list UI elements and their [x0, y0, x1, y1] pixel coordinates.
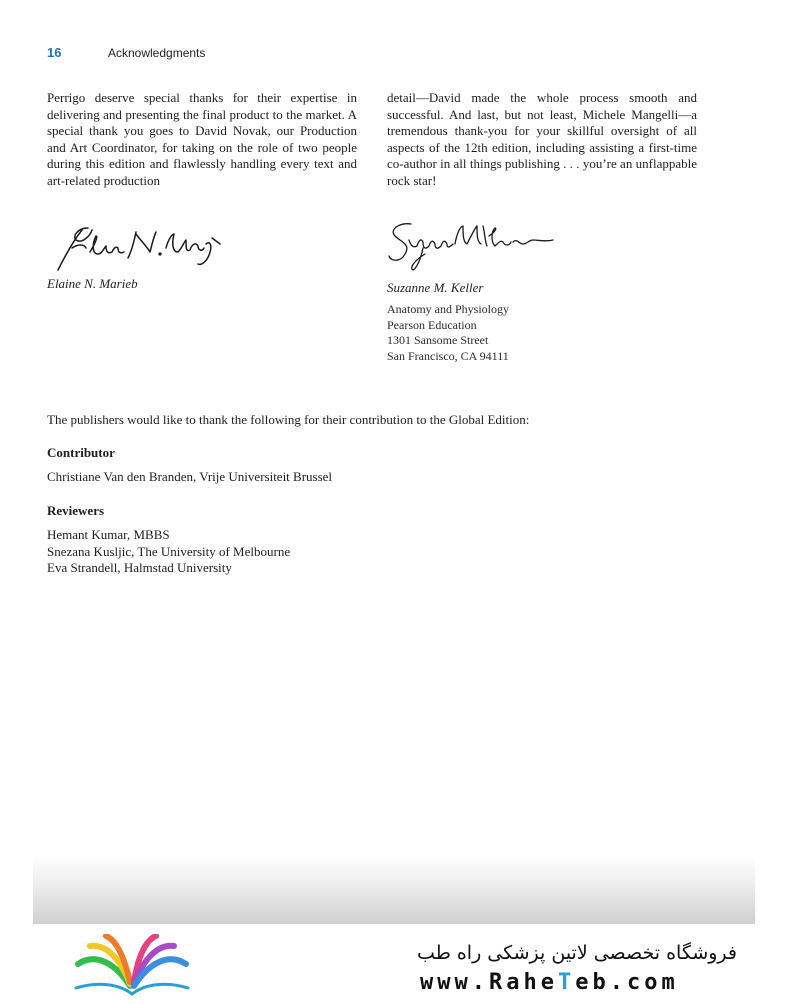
- contributor-name: Christiane Van den Branden, Vrije Universiteit Brussel: [47, 469, 333, 484]
- address-line: Anatomy and Physiology: [387, 302, 509, 316]
- left-column-text: Perrigo deserve special thanks for their expertise in delivering and presenting the final product to the market. A special thank you goes to David Novak, our Production and Art Coordinator, for taking on the role of two people during this edition and flawlessly handling every text and art-related production: [47, 90, 357, 188]
- left-column: [47, 90, 357, 190]
- running-head: Acknowledgments: [108, 46, 206, 60]
- right-column-text: detail—David made the whole process smooth and successful. And last, but not least, Michele Mangelli—a tremendous thank-you for your skillful oversight of all aspects of the 12th edition, including assisting a first-time co-author in all things publishing . . . you’re an unflappable rock star!: [387, 90, 697, 188]
- url-text: eb.com: [575, 970, 679, 995]
- signature-elaine-image: [52, 222, 222, 274]
- signer-name-left: Elaine N. Marieb: [47, 276, 138, 291]
- store-url-link[interactable]: [420, 970, 679, 995]
- reviewer-item: Snezana Kusljic, The University of Melbourne: [47, 543, 291, 559]
- reviewer-item: Eva Strandell, Halmstad University: [47, 560, 232, 576]
- mailing-address: [387, 302, 509, 364]
- address-line: 1301 Sansome Street: [387, 333, 489, 347]
- signature-suzanne-image: [385, 218, 560, 274]
- store-footer: [0, 924, 789, 1004]
- url-text: www.Rahe: [420, 970, 558, 995]
- address-line: San Francisco, CA 94111: [387, 348, 509, 363]
- reviewers-list: [47, 527, 290, 577]
- store-name: فروشگاه تخصصی لاتین پزشکی راه طب: [417, 942, 737, 964]
- reviewers-heading: Reviewers: [47, 503, 105, 518]
- url-highlight: T: [557, 970, 576, 995]
- page-number: 16: [47, 45, 62, 60]
- open-book-icon: [72, 934, 192, 1003]
- contributor-heading: Contributor: [47, 445, 115, 460]
- address-line: Pearson Education: [387, 317, 477, 332]
- footer-shadow: [33, 856, 755, 924]
- right-column: [387, 90, 697, 190]
- global-edition-thanks: The publishers would like to thank the following for their contribution to the Global Edition:: [47, 412, 530, 427]
- reviewer-item: Hemant Kumar, MBBS: [47, 527, 170, 542]
- signer-name-right: Suzanne M. Keller: [387, 280, 484, 295]
